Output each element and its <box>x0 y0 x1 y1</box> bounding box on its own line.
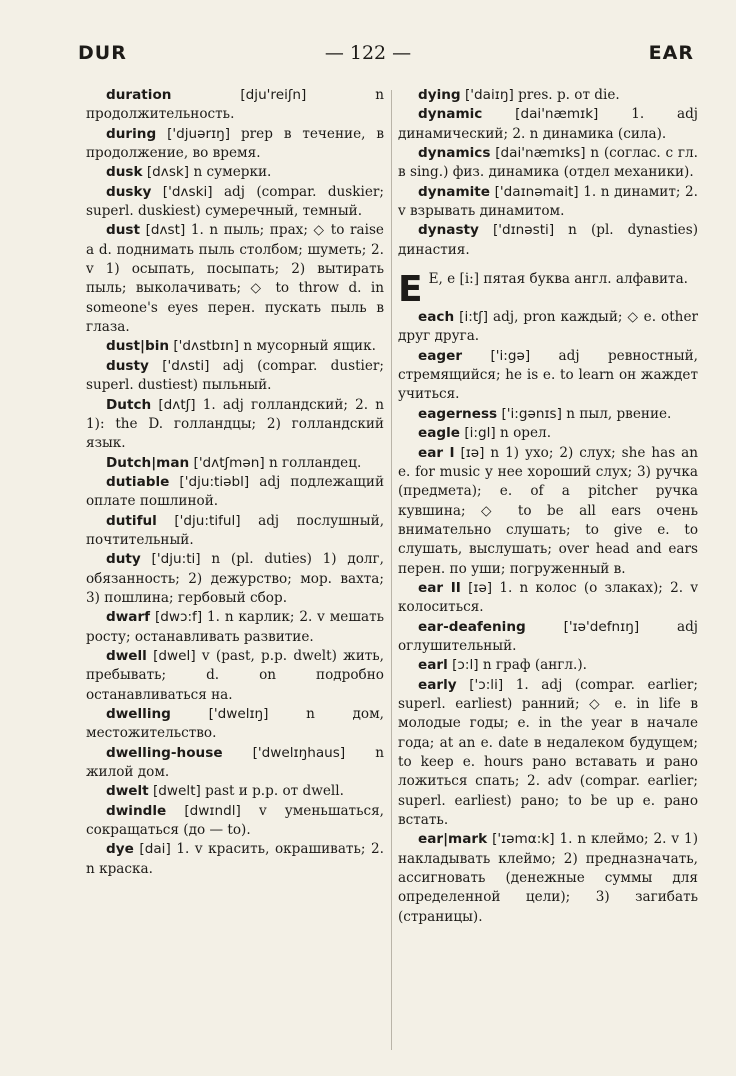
entry-pronunciation: ['dʌtʃmən] <box>193 454 265 471</box>
dictionary-entry <box>86 357 384 396</box>
entry-pronunciation: [dai] <box>139 841 171 858</box>
entry-definition: adj, pron каждый; ◇ e. other друг друга. <box>398 309 698 345</box>
entry-pronunciation: [dwelt] <box>153 783 201 800</box>
entry-headword: dwindle <box>106 802 167 819</box>
entry-definition: v уменьшаться, сокращаться (до — to). <box>86 802 384 839</box>
running-head-left: DUR <box>78 42 127 64</box>
entry-definition: adj (compar. dustier; superl. dustiest) пыльный. <box>86 357 385 394</box>
dictionary-entry <box>86 221 384 337</box>
entry-headword: dutiable <box>106 473 170 490</box>
entry-headword: dust|bin <box>106 338 170 355</box>
entry-headword: dust <box>106 222 140 239</box>
entry-headword: dying <box>418 87 461 103</box>
dictionary-entry <box>398 405 698 424</box>
dictionary-entry <box>398 424 698 443</box>
entry-headword: each <box>418 309 455 326</box>
entry-headword: ear II <box>418 579 461 596</box>
entry-pronunciation: [ɪə] <box>460 444 485 461</box>
entry-headword: duty <box>106 551 141 568</box>
dictionary-entry <box>398 144 698 183</box>
dictionary-entry <box>398 830 698 927</box>
entry-definition: adj оглушительный. <box>398 618 698 654</box>
dictionary-entry <box>86 125 384 164</box>
entry-pronunciation: ['dʌsti] <box>162 357 210 374</box>
dictionary-entry <box>86 512 384 551</box>
entry-pronunciation: ['dju:tiəbl] <box>179 473 250 490</box>
entry-headword: dye <box>106 841 134 858</box>
entry-pronunciation: ['dʌstbɪn] <box>173 338 240 355</box>
entry-headword: eagle <box>418 425 461 442</box>
entry-headword: dwelling-house <box>106 744 223 761</box>
entry-pronunciation: [ɪə] <box>468 579 493 596</box>
entry-headword: duration <box>106 87 172 103</box>
entry-headword: dynamic <box>418 106 483 123</box>
entry-pronunciation: [dwɔ:f] <box>154 609 203 626</box>
dictionary-entry <box>86 396 384 454</box>
entry-definition: n граф (англ.). <box>482 657 587 674</box>
entry-pronunciation: ['ɪə'defnɪŋ] <box>563 618 640 635</box>
entry-pronunciation: ['i:gə] <box>490 347 531 364</box>
dictionary-entry <box>86 163 384 182</box>
entry-definition: n 1) ухо; 2) слух; she has an e. for music у нее хороший слух; 3) ручка (предмета); e. of a pitcher ручка кувшина; ◇ to be all ears очень внимательно слушать; to give e. to слушать, выслушать; over head and ears перен. по уши; погруженный в. <box>398 444 698 577</box>
right-column <box>398 86 698 927</box>
entry-definition: adj послушный, почтительный. <box>86 512 385 548</box>
dictionary-entry <box>86 705 384 744</box>
entry-headword: dynamics <box>418 145 491 162</box>
dictionary-entry <box>398 656 698 675</box>
letter-e-heading <box>398 269 698 311</box>
entry-pronunciation: [dju'reiʃn] <box>240 87 307 103</box>
dictionary-entry <box>398 308 698 347</box>
entry-definition: n сумерки. <box>193 164 272 181</box>
entry-pronunciation: [dʌtʃ] <box>158 396 196 413</box>
page-number: — 122 — <box>324 42 412 64</box>
right-column-top <box>398 86 698 260</box>
dictionary-entry <box>398 105 698 144</box>
entry-pronunciation: ['daiɪŋ] <box>465 87 514 103</box>
entry-definition: n жилой дом. <box>86 744 385 781</box>
entry-definition: 1. adj голландский; 2. n 1): the D. голландцы; 2) голландский язык. <box>86 396 385 452</box>
entry-definition: n (pl. dynasties) династия. <box>398 222 698 258</box>
entry-pronunciation: ['dju:tiful] <box>174 512 241 529</box>
entry-definition: 1. n карлик; 2. v мешать росту; останавливать развитие. <box>86 609 384 645</box>
entry-headword: ear I <box>418 444 455 461</box>
entry-headword: ear-deafening <box>418 618 526 635</box>
dictionary-entry <box>86 337 384 356</box>
entry-pronunciation: ['ɔ:li] <box>469 676 504 693</box>
entry-headword: dwelt <box>106 783 149 800</box>
page-header <box>0 42 736 70</box>
entry-headword: dusk <box>106 164 143 181</box>
entry-headword: Dutch <box>106 396 152 413</box>
left-column <box>86 86 384 879</box>
entry-definition: 1. n пыль; прах; ◇ to raise a d. поднимать пыль столбом; шуметь; 2. v 1) осыпать, посыпать; 2) вытирать пыль; выколачивать; ◇ to throw d. in someone's eyes перен. пускать пыль в глаза. <box>86 222 384 336</box>
entry-definition: n орел. <box>500 425 552 442</box>
dictionary-entry <box>398 618 698 657</box>
letter-e-text: E, e [i:] пятая буква англ. алфавита. <box>428 271 689 288</box>
drop-cap-letter: E <box>398 269 423 311</box>
entry-pronunciation: ['dʌski] <box>162 183 213 200</box>
entry-headword: Dutch|man <box>106 454 190 471</box>
entry-definition: 1. n динамит; 2. v взрывать динамитом. <box>398 183 698 220</box>
entry-pronunciation: [dwel] <box>153 647 196 664</box>
dictionary-entry <box>86 840 384 879</box>
entry-definition: 1. adj (compar. earlier; superl. earliest) ранний; ◇ e. in life в молодые годы; e. in the year в начале года; at an e. date в недалеком будущем; to keep e. hours рано вставать и рано ложиться спать; 2. adv (compar. earlier; superl. earliest) рано; to be up e. рано встать. <box>398 676 699 829</box>
entry-headword: dusky <box>106 183 152 200</box>
entry-definition: n дом, местожительство. <box>86 706 384 742</box>
entry-pronunciation: [dʌsk] <box>146 164 190 181</box>
entry-pronunciation: ['dɪnəsti] <box>492 222 555 239</box>
entry-definition: v (past, p.p. dwelt) жить, пребывать; d. on подробно останавливаться на. <box>86 647 384 703</box>
dictionary-entry <box>398 347 698 405</box>
entry-pronunciation: [i:tʃ] <box>459 309 489 326</box>
dictionary-entry <box>86 183 384 222</box>
entry-pronunciation: ['dwelɪŋ] <box>208 706 269 722</box>
entry-headword: early <box>418 676 457 693</box>
dictionary-entry <box>86 454 384 473</box>
dictionary-entry <box>398 676 698 831</box>
entry-definition: 1. v красить, окрашивать; 2. n краска. <box>86 841 384 877</box>
entry-definition: n мусорный ящик. <box>243 338 376 355</box>
entry-pronunciation: ['ɪəmα:k] <box>492 831 555 848</box>
dictionary-entry <box>398 183 698 222</box>
dictionary-entry <box>398 444 698 579</box>
column-divider <box>391 90 392 1050</box>
entry-definition: past и p.p. от dwell. <box>205 783 344 800</box>
entry-pronunciation: ['daɪnəmait] <box>494 183 579 200</box>
dictionary-entry <box>398 579 698 618</box>
dictionary-entry <box>398 86 698 105</box>
entry-definition: prep в течение, в продолжение, во время. <box>86 125 384 162</box>
entry-headword: dwell <box>106 647 147 664</box>
entry-definition: 1. n клеймо; 2. v 1) накладывать клеймо; 2) предназначать, ассигновать (денежные суммы для определенной цели); 3) загибать (страницы). <box>398 831 698 925</box>
entry-pronunciation: ['dju:ti] <box>151 551 201 568</box>
entry-pronunciation: ['dwelɪŋhaus] <box>252 744 346 761</box>
right-column-bottom <box>398 308 698 927</box>
dictionary-entry <box>86 647 384 705</box>
entry-headword: during <box>106 125 157 142</box>
entry-definition: n пыл, рвение. <box>566 405 672 422</box>
entry-headword: ear|mark <box>418 831 488 848</box>
dictionary-entry <box>86 802 384 841</box>
dictionary-entry <box>86 782 384 801</box>
dictionary-entry <box>86 86 384 125</box>
entry-pronunciation: [ɔ:l] <box>452 657 479 674</box>
running-head-right: EAR <box>648 42 694 64</box>
entry-headword: dusty <box>106 357 149 374</box>
entry-headword: dynamite <box>418 183 490 200</box>
entry-definition: adj ревностный, стремящийся; he is e. to learn он жаждет учиться. <box>398 347 698 403</box>
dictionary-entry <box>86 473 384 512</box>
entry-headword: dwarf <box>106 609 151 626</box>
dictionary-entry <box>86 744 384 783</box>
entry-pronunciation: [dwɪndl] <box>184 802 241 819</box>
entry-definition: pres. p. от die. <box>518 87 620 103</box>
entry-definition: 1. adj динамический; 2. n динамика (сила). <box>398 106 699 142</box>
entry-headword: dwelling <box>106 706 171 722</box>
entry-pronunciation: [dʌst] <box>145 222 186 239</box>
entry-definition: adj (compar. duskier; superl. duskiest) сумеречный, темный. <box>86 183 384 220</box>
entry-pronunciation: [dai'næmɪk] <box>515 106 599 123</box>
dictionary-entry <box>86 550 384 608</box>
entry-pronunciation: ['i:gənɪs] <box>501 405 562 422</box>
entry-definition: 1. n колос (о злаках); 2. v колоситься. <box>398 579 698 616</box>
entry-definition: n (соглас. с гл. в sing.) физ. динамика (отдел механики). <box>398 145 699 181</box>
entry-pronunciation: [dai'næmɪks] <box>495 145 586 162</box>
entry-definition: n продолжительность. <box>86 87 384 123</box>
entry-definition: n (pl. duties) 1) долг, обязанность; 2) дежурство; мор. вахта; 3) пошлина; гербовый сбор. <box>86 551 385 606</box>
dictionary-entry <box>86 608 384 647</box>
entry-pronunciation: ['djuərɪŋ] <box>167 125 231 142</box>
entry-headword: eager <box>418 347 463 364</box>
dictionary-entry <box>398 221 698 260</box>
entry-pronunciation: [i:gl] <box>464 425 496 442</box>
entry-headword: earl <box>418 657 448 674</box>
entry-definition: n голландец. <box>268 454 362 471</box>
entry-headword: dynasty <box>418 222 479 239</box>
entry-definition: adj подлежащий оплате пошлиной. <box>86 473 384 510</box>
entry-headword: eagerness <box>418 405 498 422</box>
entry-headword: dutiful <box>106 512 157 529</box>
